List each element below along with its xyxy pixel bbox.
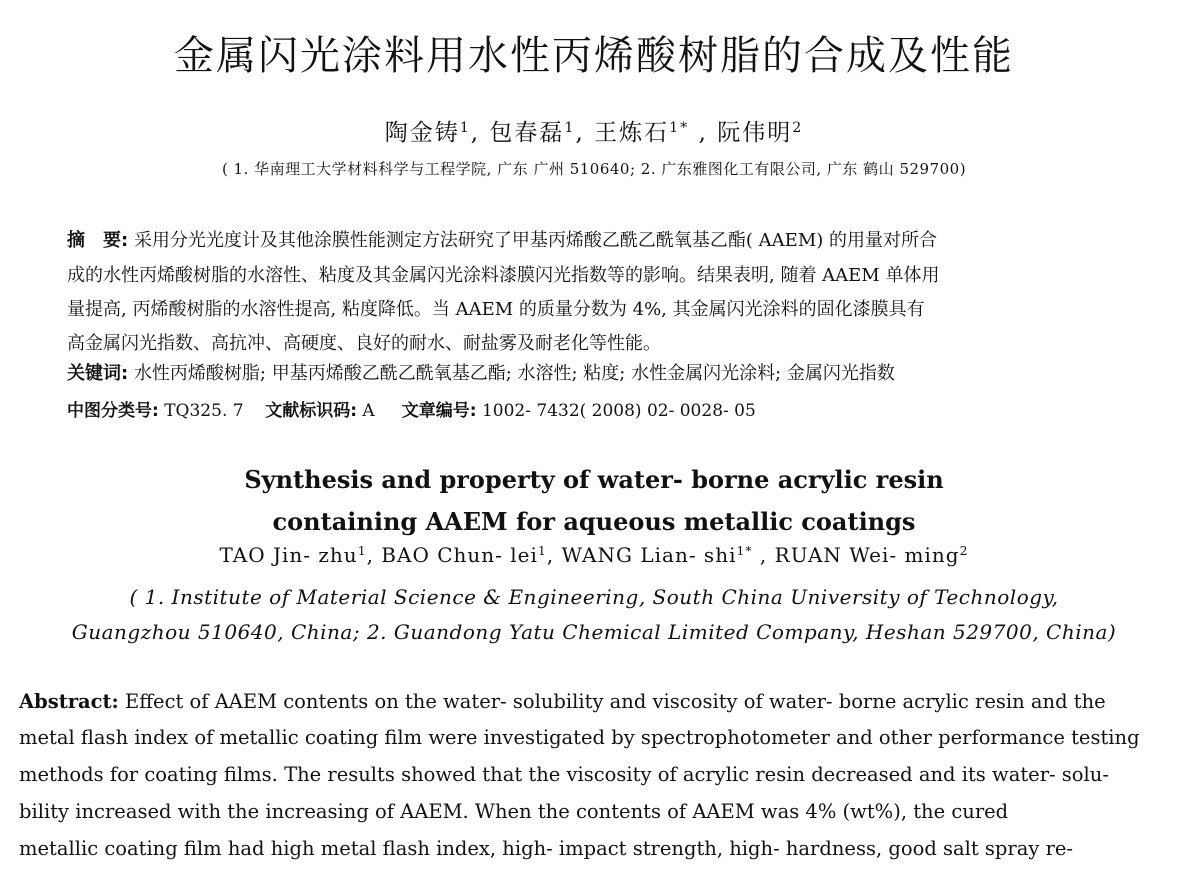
author-affil-mark: 1 [564, 120, 576, 137]
doc-code-value: A [362, 401, 375, 421]
abstract-zh-label: 摘 要: [67, 230, 129, 251]
paper-title-en [0, 459, 1188, 543]
author-list-en: TAO Jin- zhu$^1$, BAO Chun- lei$^1$, WANG Lian- shi$^{1*}$ , RUAN Wei- ming$^2$ [219, 543, 969, 567]
author-name: 包春磊 [489, 120, 565, 146]
abstract-zh-line: 成的水性丙烯酸树脂的水溶性、粘度及其金属闪光涂料漆膜闪光指数等的影响。结果表明, 随着 AAEM 单体用 [67, 265, 940, 286]
abstract-zh-line [67, 226, 937, 252]
clc-value: TQ325. 7 [164, 401, 244, 421]
author-name: WANG Lian- shi [561, 543, 737, 567]
paper-title-en-line: containing AAEM for aqueous metallic coatings [272, 507, 916, 536]
paper-title-en-line: Synthesis and property of water- borne acrylic resin [244, 465, 944, 494]
affiliation-en-line: Guangzhou 510640, China; 2. Guandong Yatu Chemical Limited Company, Heshan 529700, China) [71, 620, 1117, 644]
abstract-zh-text: 采用分光光度计及其他涂膜性能测定方法研究了甲基丙烯酸乙酰乙酰氧基乙酯( AAEM) 的用量对所合 [133, 230, 937, 251]
author-name: BAO Chun- lei [381, 543, 538, 567]
paper-title-zh: 金属闪光涂料用水性丙烯酸树脂的合成及性能 [174, 33, 1014, 79]
article-no-value: 1002- 7432( 2008) 02- 0028- 05 [481, 401, 756, 421]
author-affil-mark: 2 [792, 120, 804, 137]
author-name: 阮伟明 [717, 120, 793, 146]
classification-line [67, 396, 1127, 421]
abstract-en-line: methods for coating films. The results showed that the viscosity of acrylic resin decreased and its water- solu- [19, 763, 1109, 786]
author-affil-mark: 1 [459, 120, 471, 137]
affiliation-en-line: ( 1. Institute of Material Science & Engineering, South China University of Technology, [129, 585, 1059, 609]
article-no-label: 文章编号: [401, 401, 477, 421]
keywords-label: 关键词: [67, 363, 129, 384]
affiliation-en [0, 580, 1188, 650]
author-affil-mark: 1* [736, 543, 753, 559]
author-name: TAO Jin- zhu [219, 543, 358, 567]
author-affil-mark: 2 [959, 543, 969, 559]
abstract-en-line: bility increased with the increasing of AAEM. When the contents of AAEM was 4% (wt%), the cured [19, 800, 1009, 823]
abstract-en-line [19, 690, 1106, 713]
abstract-zh-line: 量提高, 丙烯酸树脂的水溶性提高, 粘度降低。当 AAEM 的质量分数为 4%, 其金属闪光涂料的固化漆膜具有 [67, 299, 925, 320]
abstract-en-text: Effect of AAEM contents on the water- solubility and viscosity of water- borne acrylic resin and the [124, 690, 1106, 713]
author-name: RUAN Wei- ming [774, 543, 960, 567]
abstract-en-line: metal flash index of metallic coating film were investigated by spectrophotometer and other performance testing [19, 726, 1140, 749]
keywords-text: 水性丙烯酸树脂; 甲基丙烯酸乙酰乙酰氧基乙酯; 水溶性; 粘度; 水性金属闪光涂料; 金属闪光指数 [133, 363, 895, 384]
author-affil-mark: 1 [537, 543, 547, 559]
author-name: 王炼石 [594, 120, 670, 146]
author-affil-mark: 1 [357, 543, 367, 559]
author-name: 陶金铸 [384, 120, 460, 146]
abstract-zh-line: 高金属闪光指数、高抗冲、高硬度、良好的耐水、耐盐雾及耐老化等性能。 [67, 333, 661, 354]
author-affil-mark: 1* [669, 120, 690, 137]
affiliation-zh: ( 1. 华南理工大学材料科学与工程学院, 广东 广州 510640; 2. 广东雅图化工有限公司, 广东 鹤山 529700) [221, 160, 967, 178]
author-list-zh: 陶金铸$^1$, 包春磊$^1$, 王炼石$^{1*}$ , 阮伟明$^2$ [384, 120, 804, 146]
abstract-en-label: Abstract: [19, 690, 119, 713]
abstract-en-line: metallic coating film had high metal flash index, high- impact strength, high- hardness, good salt spray re- [19, 837, 1074, 860]
doc-code-label: 文献标识码: [265, 401, 358, 421]
abstract-zh [67, 226, 1127, 354]
abstract-en [19, 690, 1169, 875]
keywords-zh [67, 359, 1127, 385]
clc-label: 中图分类号: [67, 401, 159, 421]
